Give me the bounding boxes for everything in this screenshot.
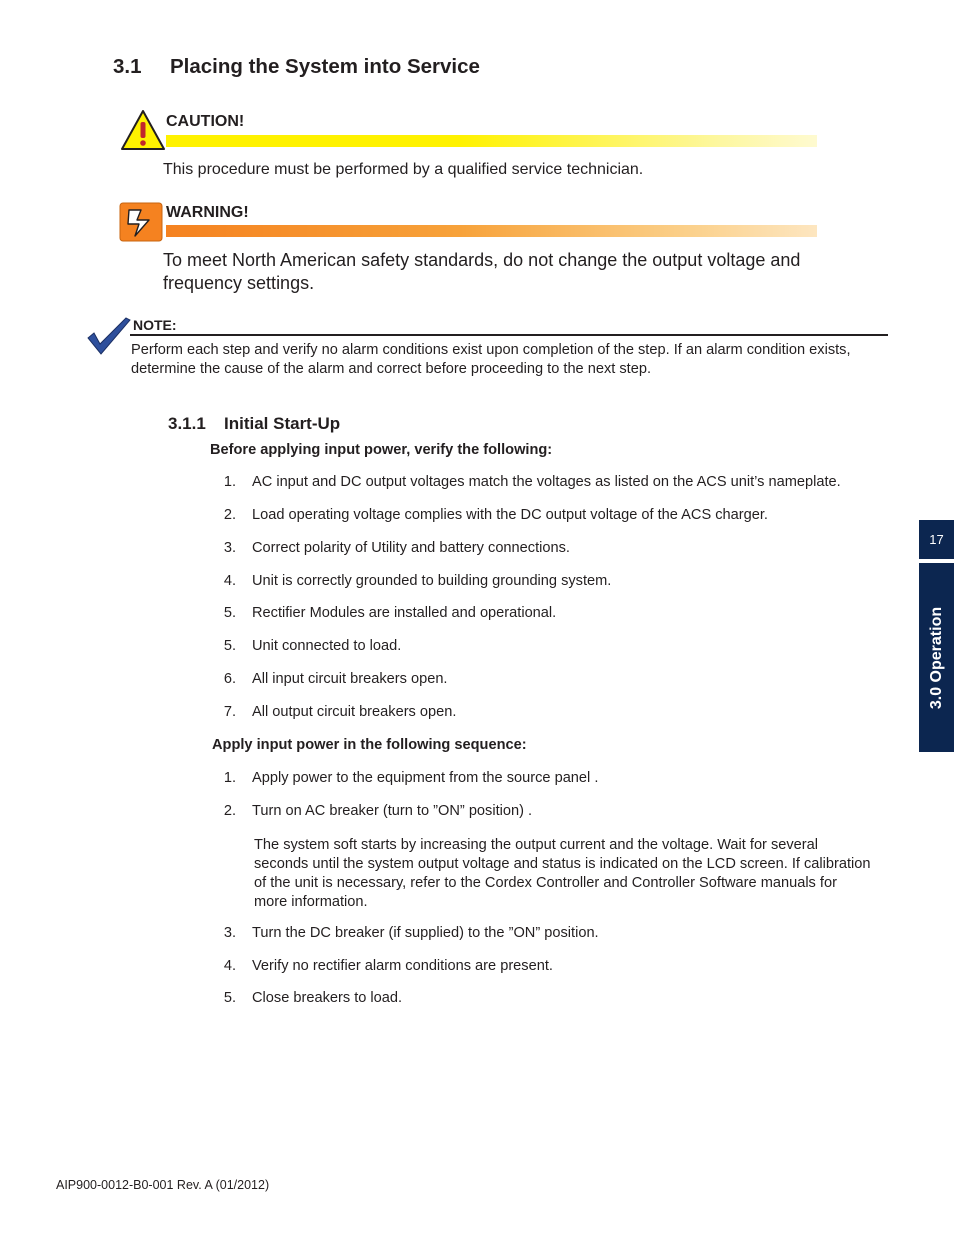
caution-triangle-icon — [120, 109, 166, 151]
warning-text: To meet North American safety standards, do not change the output voltage and frequency settings. — [163, 250, 801, 293]
list-item-number: 1. — [223, 770, 236, 786]
list-item: Correct polarity of Utility and battery connections. — [252, 540, 570, 556]
chapter-tab-label: 3.0 Operation — [927, 606, 945, 709]
list-item-number: 2. — [223, 803, 236, 819]
list-item-number: 5. — [223, 638, 236, 654]
subsection-number: 3.1.1 — [168, 414, 206, 433]
list-item: Apply power to the equipment from the source panel . — [252, 770, 599, 786]
lightning-icon — [119, 202, 163, 242]
note-label: NOTE: — [133, 317, 177, 333]
chapter-tab — [919, 563, 954, 752]
list-item-number: 7. — [223, 704, 236, 720]
list-item-number: 4. — [223, 958, 236, 974]
list-item: All output circuit breakers open. — [252, 704, 457, 720]
list-item-number: 3. — [223, 540, 236, 556]
list-item-number: 4. — [223, 573, 236, 589]
warning-bar — [166, 225, 817, 237]
list-item-number: 3. — [223, 925, 236, 941]
apply-heading: Apply input power in the following sequence: — [212, 737, 527, 753]
list-item: Unit is correctly grounded to building grounding system. — [252, 573, 612, 589]
list-item: Turn the DC breaker (if supplied) to the ”ON” position. — [252, 925, 599, 941]
caution-bar — [166, 135, 817, 147]
list-item-number: 2. — [223, 507, 236, 523]
page-number: 17 — [919, 520, 954, 559]
list-item-number: 6. — [223, 671, 236, 687]
section-title: Placing the System into Service — [170, 55, 480, 78]
checkmark-icon — [86, 316, 132, 356]
list-item: Verify no rectifier alarm conditions are present. — [252, 958, 553, 974]
list-item-number: 1. — [223, 474, 236, 490]
document-id: AIP900-0012-B0-001 Rev. A (01/2012) — [56, 1178, 270, 1192]
warning-label: WARNING! — [166, 204, 249, 221]
subsection-title: Initial Start-Up — [224, 414, 341, 433]
before-heading: Before applying input power, verify the following: — [210, 442, 553, 458]
note-divider — [130, 334, 888, 336]
note-text: Perform each step and verify no alarm conditions exist upon completion of the step. If an alarm condition exists, determine the cause of the alarm and correct before proceeding to the next step. — [131, 342, 851, 377]
list-item: Turn on AC breaker (turn to ”ON” position) . — [252, 803, 533, 819]
section-number: 3.1 — [113, 55, 142, 78]
caution-label: CAUTION! — [166, 113, 245, 130]
list-item: All input circuit breakers open. — [252, 671, 448, 687]
apply-paragraph: The system soft starts by increasing the output current and the voltage. Wait for several seconds until the system output voltage and status is indicated on the LCD screen. If calibration of the unit is necessary, refer to the Cordex Controller and Controller Software manuals for more information. — [254, 837, 871, 910]
list-item: Rectifier Modules are installed and operational. — [252, 605, 557, 621]
list-item-number: 5. — [223, 990, 236, 1006]
list-item: Load operating voltage complies with the DC output voltage of the ACS charger. — [252, 507, 768, 523]
list-item: AC input and DC output voltages match the voltages as listed on the ACS unit’s nameplate. — [252, 474, 841, 490]
list-item: Unit connected to load. — [252, 638, 402, 654]
caution-text: This procedure must be performed by a qualified service technician. — [163, 161, 644, 178]
list-item: Close breakers to load. — [252, 990, 403, 1006]
list-item-number: 5. — [223, 605, 236, 621]
